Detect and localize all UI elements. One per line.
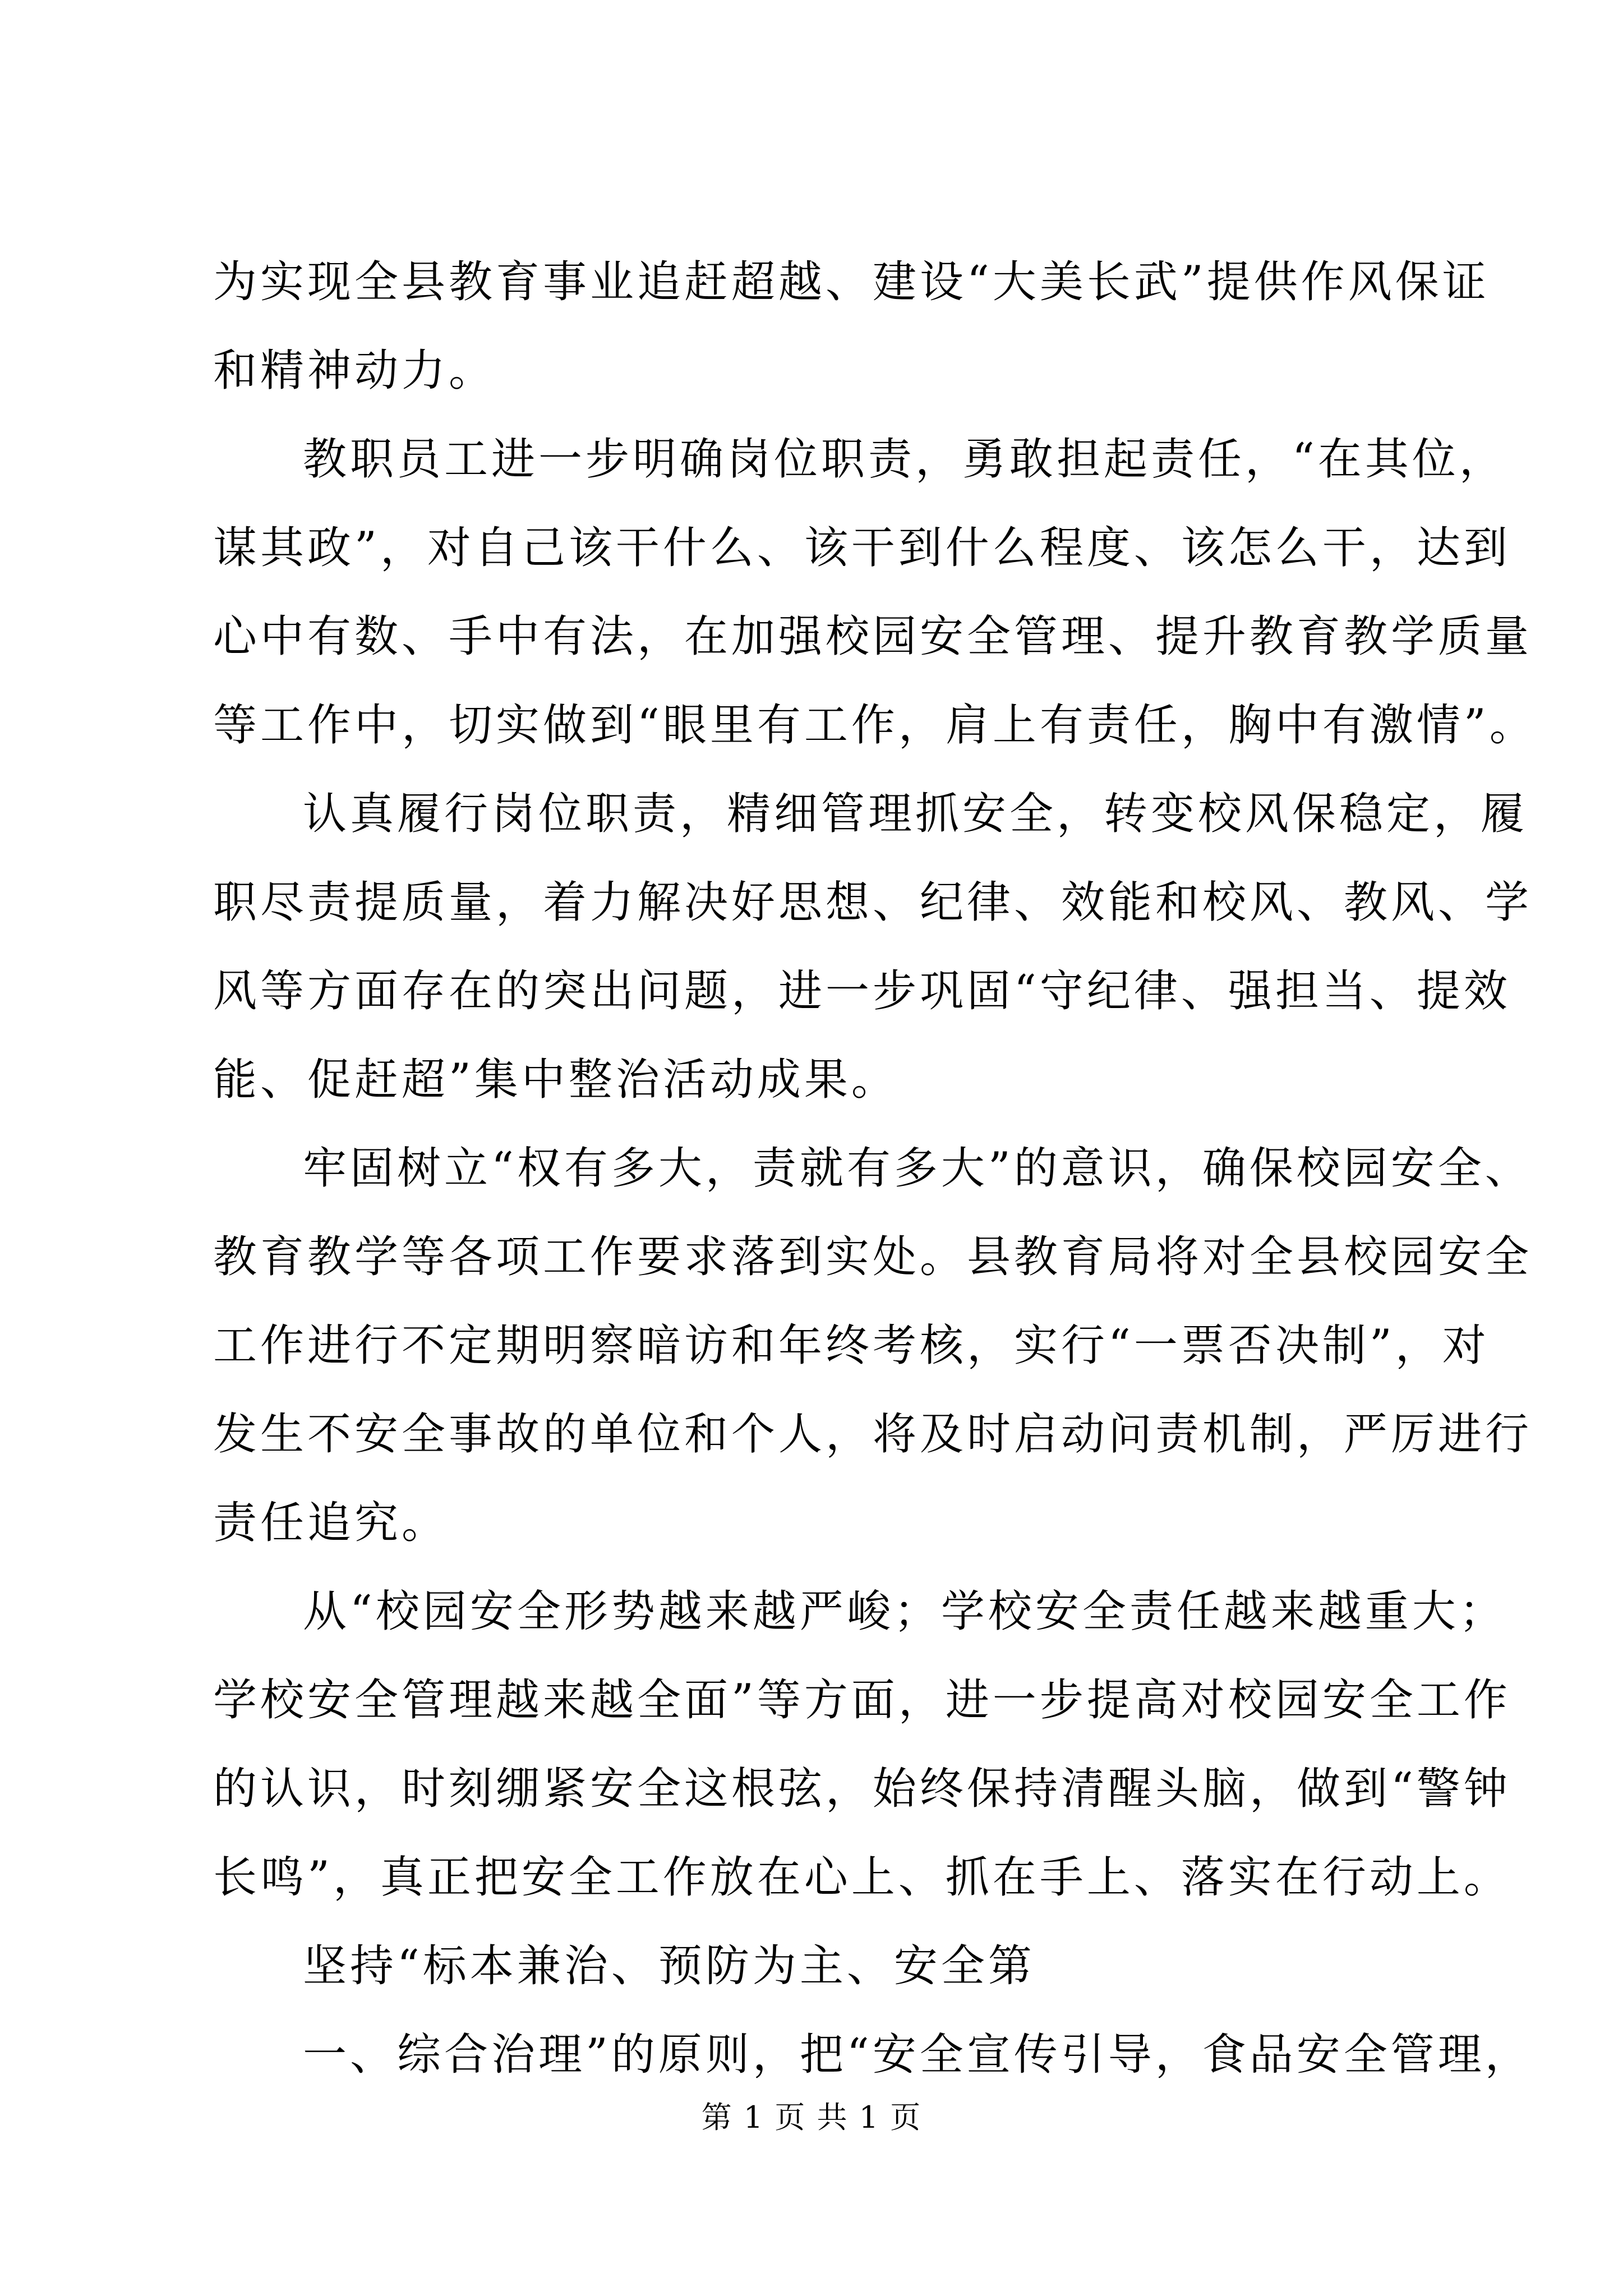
paragraph-line: 和精神动力。 — [213, 346, 496, 396]
paragraph-line: 的认识，时刻绷紧安全这根弦，始终保持清醒头脑，做到“警钟 — [213, 1764, 1511, 1814]
paragraph-line: 能、促赶超”集中整治活动成果。 — [213, 1055, 898, 1105]
paragraph-line: 为实现全县教育事业追赶超越、建设“大美长武”提供作风保证 — [213, 257, 1490, 307]
paragraph-line: 谋其政”，对自己该干什么、该干到什么程度、该怎么干，达到 — [213, 523, 1511, 573]
paragraph-line: 学校安全管理越来越全面”等方面，进一步提高对校园安全工作 — [213, 1675, 1511, 1726]
paragraph-line: 从“校园安全形势越来越严峻；学校安全责任越来越重大； — [303, 1586, 1506, 1637]
page-footer: 第 1 页 共 1 页 — [701, 2100, 922, 2135]
paragraph-line: 风等方面存在的突出问题，进一步巩固“守纪律、强担当、提效 — [213, 966, 1511, 1016]
paragraph-line: 一、综合治理”的原则，把“安全宣传引导，食品安全管理， — [303, 2030, 1532, 2080]
paragraph-line: 等工作中，切实做到“眼里有工作，肩上有责任，胸中有激情”。 — [213, 700, 1537, 751]
paragraph-line: 心中有数、手中有法，在加强校园安全管理、提升教育教学质量 — [213, 611, 1533, 662]
paragraph-line: 牢固树立“权有多大，责就有多大”的意识，确保校园安全、 — [303, 1143, 1532, 1194]
paragraph-line: 工作进行不定期明察暗访和年终考核，实行“一票否决制”，对 — [213, 1320, 1490, 1371]
paragraph-line: 认真履行岗位职责，精细管理抓安全，转变校风保稳定，履 — [303, 789, 1528, 839]
paragraph-line: 职尽责提质量，着力解决好思想、纪律、效能和校风、教风、学 — [213, 877, 1533, 928]
paragraph-line: 发生不安全事故的单位和个人，将及时启动问责机制，严厉进行 — [213, 1409, 1533, 1460]
paragraph-line: 坚持“标本兼治、预防为主、安全第 — [303, 1941, 1035, 1991]
paragraph-line: 长鸣”，真正把安全工作放在心上、抓在手上、落实在行动上。 — [213, 1852, 1511, 1903]
paragraph-line: 教育教学等各项工作要求落到实处。县教育局将对全县校园安全 — [213, 1232, 1533, 1282]
paragraph-line: 责任追究。 — [213, 1498, 449, 1548]
paragraph-line: 教职员工进一步明确岗位职责，勇敢担起责任，“在其位， — [303, 434, 1506, 485]
